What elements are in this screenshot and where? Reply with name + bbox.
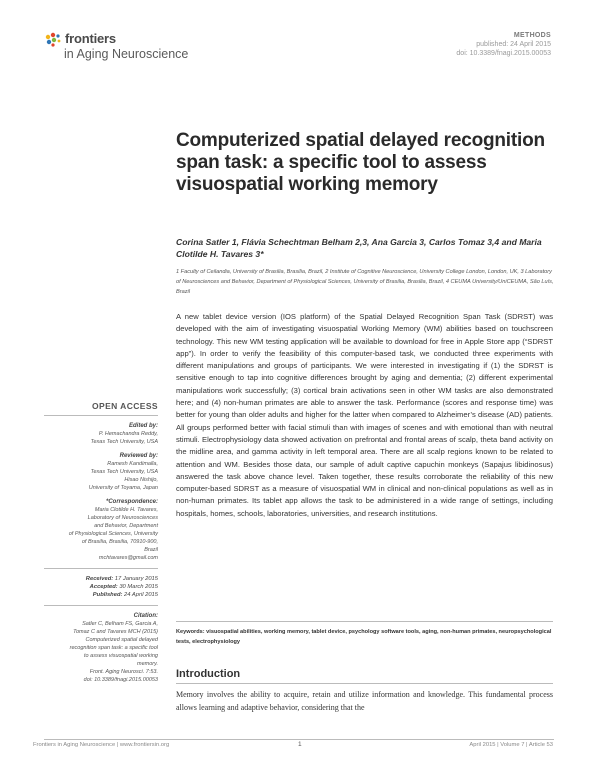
brand-name: frontiers (65, 31, 116, 46)
editor: P. Hemachandra Reddy, Texas Tech University, USA (90, 431, 158, 445)
footer-issue: April 2015 | Volume 7 | Article 53 (469, 742, 553, 748)
citation-label: Citation: (133, 613, 158, 619)
page-number: 1 (298, 741, 302, 748)
introduction-text: Memory involves the ability to acquire, retain and utilize information and knowledge. This fundamental process allows learning and adaptive behavior, considering that the (176, 690, 553, 712)
footer-journal: Frontiers in Aging Neuroscience | www.frontiersin.org (33, 742, 170, 748)
keywords-divider (176, 621, 553, 622)
received-label: Received: (85, 576, 114, 582)
abstract: A new tablet device version (IOS platform) of the Spatial Delayed Recognition Span Task (SDRST) was developed with the aim of investigating visuospatial Working Memory (WM) abilities based on touchscreen technology. This new WM testing application will be available to download for free in Apple Store app (“SDRST app”). In order to verify the feasibility of this computer-based task, we conducted three experiments with different manipulations and groups of participants. We were interested in investigating if (1) the SDRST is sensitive enough to tap into cognitive differences brought by aging and dementia; (2) different experimental manipulations work successfully; (3) cortical brain activations seen in other WM tasks are also demonstrated here; and (4) non-human primates are able to answer the task. Performance (scores and response time) was better for young than older adults and higher for the latter when compared to Alzheimer’s disease (AD) patients. All groups performed better with facial stimuli than with images of scenes and with emotional than with neutral stimuli. Electrophysiology data showed activation on prefrontal and frontal areas of scalp, theta band activity on the midline area, and gamma activity in left temporal area. There are all scalp regions known to be related to attention and WM. Besides those data, our sample of adult captive capuchin monkeys (Sapajus libidinosus) answered the task above chance level. Taken together, these results corroborate the reliability of this new computer-based SDRST as a measure of visuospatial WM in clinical and non-clinical populations as well as in non-human primates. Its tablet app allows the task to be administered in a wide range of settings, including hospitals, homes, schools, laboratories, universities, and research institutions. (176, 312, 553, 518)
edited-by-block (44, 422, 158, 446)
section-heading-introduction: Introduction (176, 668, 241, 680)
keywords-label: Keywords: (176, 629, 205, 635)
correspondence-block (44, 498, 158, 562)
correspondence-label: *Correspondence: (105, 499, 158, 505)
published-date: published: 24 April 2015 (476, 41, 551, 48)
reviewed-by-label: Reviewed by: (119, 453, 158, 459)
accepted-date: 30 March 2015 (119, 584, 158, 590)
open-access-label: OPEN ACCESS (92, 401, 158, 411)
article-sidebar (44, 401, 158, 690)
article-title: Computerized spatial delayed recognition span task: a specific tool to assess visuospatial working memory (176, 130, 545, 195)
citation-text: Satler C, Belham FS, Garcia A, Tomaz C and Tavares MCH (2015) Computerized spatial delayed recognition span task: a specific tool to assess visuospatial working memory. Front. Aging Neurosci. 7:53. doi: 10.3389/fnagi.2015.00053 (69, 621, 158, 683)
journal-name: in Aging Neuroscience (64, 47, 189, 61)
article-meta (456, 31, 551, 58)
dates-block (44, 575, 158, 599)
doi: doi: 10.3389/fnagi.2015.00053 (456, 50, 551, 57)
received-row (44, 575, 158, 583)
accepted-label: Accepted: (89, 584, 118, 590)
introduction-divider (176, 683, 553, 684)
reviewed-by-block (44, 452, 158, 492)
published-row (44, 591, 158, 599)
published-label: Published: (92, 592, 123, 598)
reviewers: Ramesh Kandimalla, Texas Tech University, USA Hisao Nishijo, University of Toyama, Japan (88, 461, 158, 491)
keywords-list: visuospatial abilities, working memory, tablet device, psychology software tools, aging, non-human primates, neuropsychological tests, electrophysiology (176, 629, 552, 645)
author-list: Corina Satler 1, Flávia Schechtman Belham 2,3, Ana Garcia 3, Carlos Tomaz 3,4 and Maria Clotilde H. Tavares 3* (176, 237, 542, 259)
keywords (176, 628, 553, 647)
journal-logo (44, 30, 244, 70)
correspondence-details: Maria Clotilde H. Tavares, Laboratory of Neurosciences and Behavior, Department of Physiological Sciences, University of Brasilia, Brasilia, 70910-900, Brazil mchtavares@gmail.com (68, 507, 158, 561)
article-type: METHODS (513, 32, 551, 39)
citation-block (44, 612, 158, 684)
accepted-row (44, 583, 158, 591)
received-date: 17 January 2015 (114, 576, 158, 582)
footer-divider (44, 739, 554, 740)
sidebar-divider (44, 605, 158, 606)
frontiers-logo-icon (44, 31, 64, 51)
sidebar-divider (44, 568, 158, 569)
edited-by-label: Edited by: (128, 423, 158, 429)
sidebar-divider (44, 415, 158, 416)
published-date-sidebar: 24 April 2015 (124, 592, 158, 598)
affiliations: 1 Faculty of Ceilandia, University of Brasilia, Brasilia, Brazil, 2 Institute of Cognitive Neuroscience, University College London, London, UK, 3 Laboratory of Neurosciences and Behavior, Department of Physiological Sciences, University of Brasilia, Brasilia, Brazil, 4 CEUMA University/UniCEUMA, São Luís, Brazil (176, 269, 554, 295)
